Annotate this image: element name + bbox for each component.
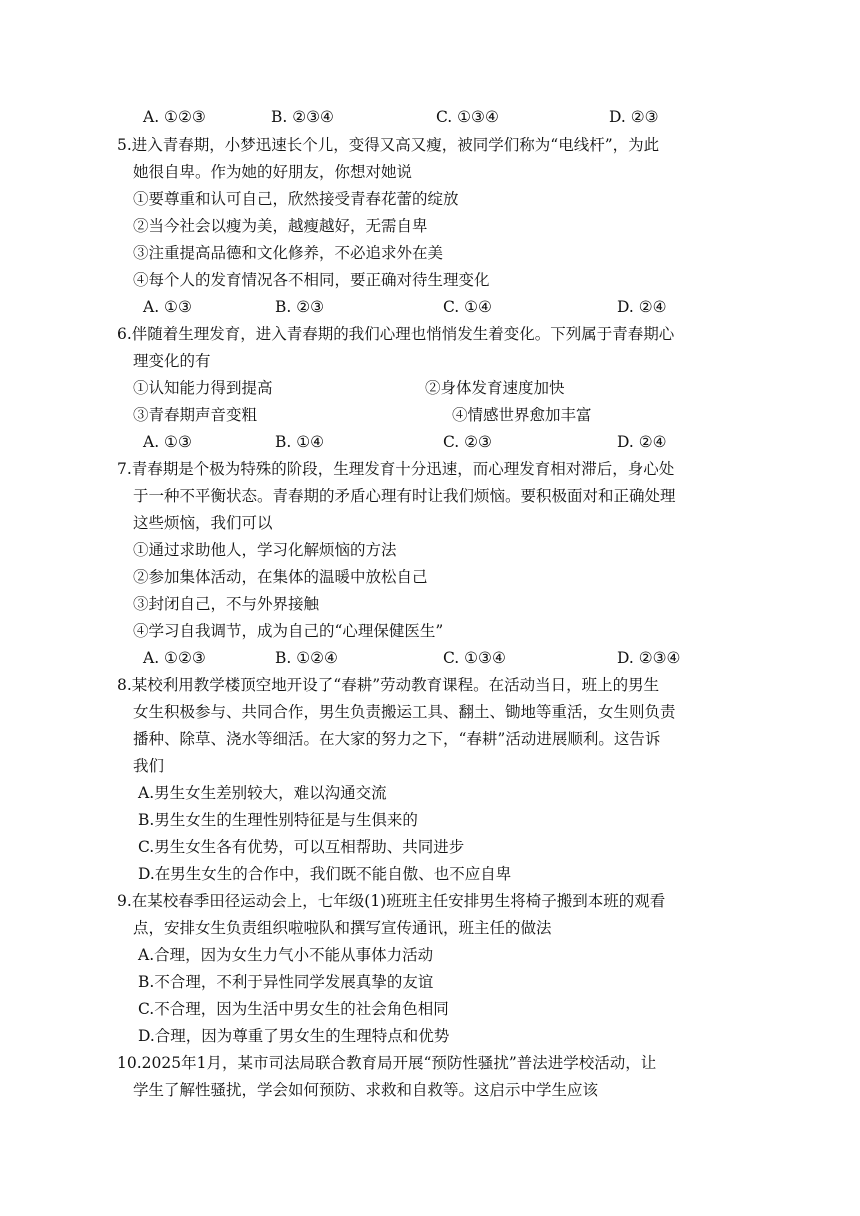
- option-d: D.在男生女生的合作中，我们既不能自傲、也不应自卑: [138, 865, 512, 883]
- option-b: B. ①②④: [275, 649, 338, 667]
- option-c: C. ①③④: [443, 649, 506, 667]
- question-stem: 5.进入青春期，小梦迅速长个儿，变得又高又瘦，被同学们称为“电线杆”，为此: [117, 136, 660, 154]
- option-d: D. ②④: [617, 298, 667, 316]
- question-stem: 这些烦恼，我们可以: [133, 514, 273, 532]
- question-stem: 7.青春期是个极为特殊的阶段，生理发育十分迅速，而心理发育相对滞后，身心处: [117, 460, 675, 478]
- option-c: C. ①④: [443, 298, 492, 316]
- question-stem: 理变化的有: [133, 352, 211, 370]
- option-c: C. ①③④: [436, 108, 499, 126]
- option-b: B.男生女生的生理性别特征是与生俱来的: [138, 811, 418, 829]
- statement-item: ④每个人的发育情况各不相同，要正确对待生理变化: [133, 271, 490, 289]
- option-d: D. ②③④: [617, 649, 681, 667]
- question-stem: 9.在某校春季田径运动会上，七年级(1)班班主任安排男生将椅子搬到本班的观看: [117, 892, 666, 910]
- option-d: D. ②④: [617, 433, 667, 451]
- statement-item: ①要尊重和认可自己，欣然接受青春花蕾的绽放: [133, 190, 459, 208]
- statement-item: ①通过求助他人，学习化解烦恼的方法: [133, 541, 397, 559]
- question-stem: 我们: [133, 757, 165, 775]
- option-b: B.不合理，不利于异性同学发展真挚的友谊: [138, 973, 434, 991]
- option-d: D. ②③: [609, 108, 659, 126]
- question-stem: 点，安排女生负责组织啦啦队和撰写宣传通讯，班主任的做法: [133, 919, 552, 937]
- statement-item: ②当今社会以瘦为美，越瘦越好，无需自卑: [133, 217, 428, 235]
- statement-item: ③注重提高品德和文化修养，不必追求外在美: [133, 244, 444, 262]
- question-stem: 10.2025年1月，某市司法局联合教育局开展“预防性骚扰”普法进学校活动，让: [117, 1054, 657, 1072]
- question-stem: 学生了解性骚扰，学会如何预防、求救和自救等。这启示中学生应该: [133, 1081, 599, 1099]
- option-a: A. ①③: [143, 298, 192, 316]
- question-stem: 于一种不平衡状态。青春期的矛盾心理有时让我们烦恼。要积极面对和正确处理: [133, 487, 676, 505]
- option-a: A.合理，因为女生力气小不能从事体力活动: [138, 946, 434, 964]
- statement-item: ①认知能力得到提高: [133, 379, 273, 397]
- statement-item: ③封闭自己，不与外界接触: [133, 595, 320, 613]
- option-b: B. ②③④: [271, 108, 334, 126]
- option-a: A. ①②③: [143, 108, 206, 126]
- option-a: A. ①②③: [143, 649, 206, 667]
- option-c: C.不合理，因为生活中男女生的社会角色相同: [138, 1000, 449, 1018]
- option-d: D.合理，因为尊重了男女生的生理特点和优势: [138, 1027, 450, 1045]
- question-stem: 播种、除草、浇水等细活。在大家的努力之下，“春耕”活动进展顺利。这告诉: [133, 730, 661, 748]
- option-b: B. ①④: [275, 433, 325, 451]
- statement-item: ②参加集体活动，在集体的温暖中放松自己: [133, 568, 428, 586]
- option-a: A.男生女生差别较大，难以沟通交流: [138, 784, 387, 802]
- option-c: C.男生女生各有优势，可以互相帮助、共同进步: [138, 838, 465, 856]
- option-c: C. ②③: [443, 433, 492, 451]
- statement-item: ④情感世界愈加丰富: [452, 406, 592, 424]
- statement-item: ②身体发育速度加快: [425, 379, 565, 397]
- question-stem: 6.伴随着生理发育，进入青春期的我们心理也悄悄发生着变化。下列属于青春期心: [117, 325, 675, 343]
- option-b: B. ②③: [275, 298, 325, 316]
- question-stem: 8.某校利用教学楼顶空地开设了“春耕”劳动教育课程。在活动当日，班上的男生: [117, 676, 660, 694]
- statement-item: ③青春期声音变粗: [133, 406, 258, 424]
- statement-item: ④学习自我调节，成为自己的“心理保健医生”: [133, 622, 444, 640]
- option-a: A. ①③: [143, 433, 192, 451]
- question-stem: 她很自卑。作为她的好朋友，你想对她说: [133, 163, 413, 181]
- question-stem: 女生积极参与、共同合作，男生负责搬运工具、翻土、锄地等重活，女生则负责: [133, 703, 676, 721]
